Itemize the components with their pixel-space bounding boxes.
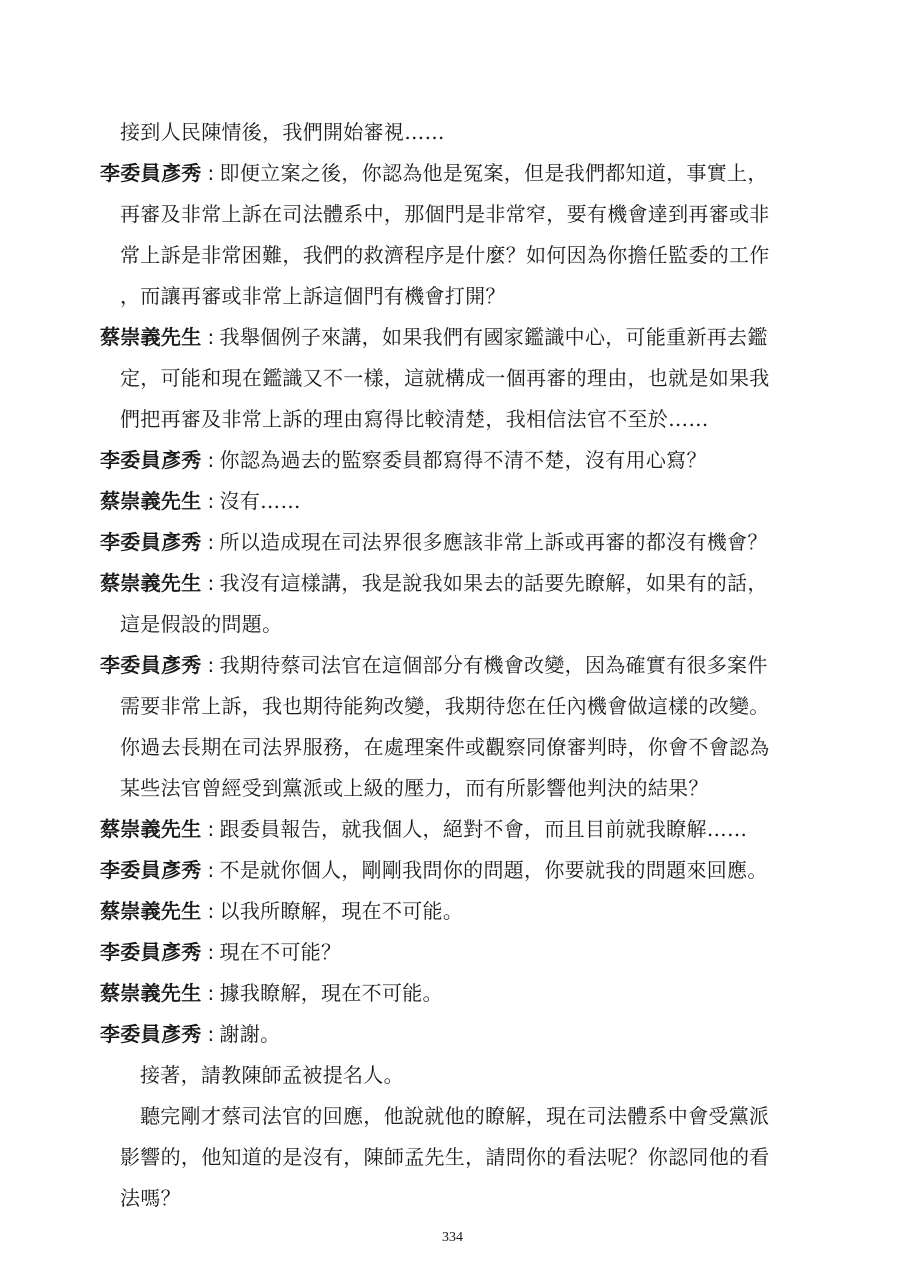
line-text: 我期待蔡司法官在這個部分有機會改變，因為確實有很多案件 xyxy=(219,653,768,677)
line-text: 即便立案之後，你認為他是冤案，但是我們都知道，事實上， xyxy=(219,161,768,185)
speaker-name: 李委員彥秀 xyxy=(100,1022,202,1046)
speaker-name: 蔡崇義先生 xyxy=(100,981,202,1005)
speaker-line xyxy=(100,852,768,888)
separator: : xyxy=(207,161,215,185)
continuation-line: 們把再審及非常上訴的理由寫得比較清楚，我相信法官不至於…… xyxy=(120,407,709,431)
continuation-line: ，而讓再審或非常上訴這個門有機會打開？ xyxy=(120,284,506,308)
speaker-name: 李委員彥秀 xyxy=(100,858,202,882)
continuation-line: 法嗎？ xyxy=(120,1186,181,1210)
line-text: 以我所瞭解，現在不可能。 xyxy=(219,899,464,923)
speaker-line xyxy=(100,524,768,560)
line-text: 我舉個例子來講，如果我們有國家鑑識中心，可能重新再去鑑 xyxy=(219,325,768,349)
speaker-name: 蔡崇義先生 xyxy=(100,817,202,841)
continuation-line: 定，可能和現在鑑識又不一樣，這就構成一個再審的理由，也就是如果我 xyxy=(120,366,770,390)
continuation-line: 你過去長期在司法界服務，在處理案件或觀察同僚審判時，你會不會認為 xyxy=(120,735,770,759)
line-text: 據我瞭解，現在不可能。 xyxy=(219,981,443,1005)
transcript-line xyxy=(120,114,445,150)
continuation-line: 常上訴是非常困難，我們的救濟程序是什麼？如何因為你擔任監委的工作 xyxy=(120,243,770,267)
separator: : xyxy=(207,899,215,923)
continuation-line: 影響的，他知道的是沒有，陳師孟先生，請問你的看法呢？你認同他的看 xyxy=(120,1145,770,1169)
separator: : xyxy=(207,489,215,513)
speaker-name: 蔡崇義先生 xyxy=(100,571,202,595)
speaker-line xyxy=(100,155,768,191)
speaker-line xyxy=(100,483,301,519)
line-text: 現在不可能？ xyxy=(219,940,342,964)
continuation-line: 再審及非常上訴在司法體系中，那個門是非常窄，要有機會達到再審或非 xyxy=(120,202,770,226)
separator: : xyxy=(207,817,215,841)
speaker-name: 李委員彥秀 xyxy=(100,448,202,472)
speaker-name: 蔡崇義先生 xyxy=(100,899,202,923)
line-text: 謝謝。 xyxy=(219,1022,281,1046)
line-text: 我沒有這樣講，我是說我如果去的話要先瞭解，如果有的話， xyxy=(219,571,768,595)
speaker-name: 蔡崇義先生 xyxy=(100,325,202,349)
line-text: 接到人民陳情後，我們開始審視…… xyxy=(120,120,445,144)
line-text: 你認為過去的監察委員都寫得不清不楚，沒有用心寫？ xyxy=(219,448,707,472)
continuation-line: 這是假設的問題。 xyxy=(120,612,283,636)
speaker-name: 李委員彥秀 xyxy=(100,653,202,677)
separator: : xyxy=(207,653,215,677)
indented-paragraph: 聽完剛才蔡司法官的回應，他說就他的瞭解，現在司法體系中會受黨派 xyxy=(140,1104,770,1128)
speaker-line xyxy=(100,1016,280,1052)
line-text: 所以造成現在司法界很多應該非常上訴或再審的都沒有機會？ xyxy=(219,530,768,554)
speaker-line xyxy=(100,934,341,970)
speaker-line xyxy=(100,811,747,847)
line-text: 跟委員報告，就我個人，絕對不會，而且目前就我瞭解…… xyxy=(219,817,748,841)
line-text: 不是就你個人，剛剛我問你的問題，你要就我的問題來回應。 xyxy=(219,858,768,882)
indented-paragraph: 接著，請教陳師孟被提名人。 xyxy=(140,1063,404,1087)
speaker-line xyxy=(100,975,443,1011)
separator: : xyxy=(207,1022,215,1046)
separator: : xyxy=(207,940,215,964)
separator: : xyxy=(207,981,215,1005)
speaker-line xyxy=(100,647,768,683)
speaker-line xyxy=(100,565,768,601)
continuation-line: 某些法官曾經受到黨派或上級的壓力，而有所影響他判決的結果？ xyxy=(120,776,709,800)
speaker-line xyxy=(100,319,768,355)
speaker-line xyxy=(100,442,707,478)
speaker-name: 李委員彥秀 xyxy=(100,940,202,964)
speaker-name: 李委員彥秀 xyxy=(100,530,202,554)
speaker-name: 李委員彥秀 xyxy=(100,161,202,185)
separator: : xyxy=(207,448,215,472)
continuation-line: 需要非常上訴，我也期待能夠改變，我期待您在任內機會做這樣的改變。 xyxy=(120,694,770,718)
separator: : xyxy=(207,325,215,349)
line-text: 沒有…… xyxy=(219,489,301,513)
separator: : xyxy=(207,858,215,882)
speaker-name: 蔡崇義先生 xyxy=(100,489,202,513)
separator: : xyxy=(207,530,215,554)
separator: : xyxy=(207,571,215,595)
speaker-line xyxy=(100,893,463,929)
page-number: 334 xyxy=(442,1230,463,1245)
